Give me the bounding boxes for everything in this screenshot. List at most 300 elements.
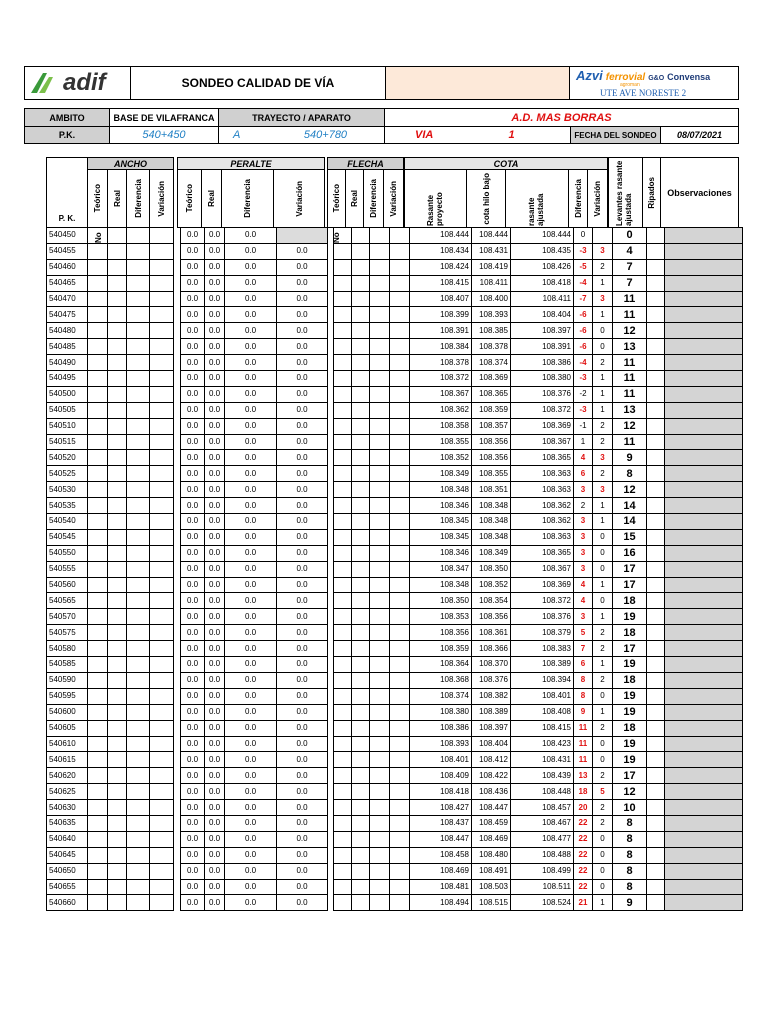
levantes-cell: 17 (613, 641, 647, 657)
peralte-diferencia-cell: 0.0 (225, 545, 277, 561)
peralte-diferencia-cell: 0.0 (225, 561, 277, 577)
peralte-teorico-cell: 0.0 (181, 720, 205, 736)
flecha-diferencia-cell (370, 434, 390, 450)
flecha-real-cell (352, 752, 370, 768)
cota-variacion-cell: 3 (593, 243, 613, 259)
table-row (47, 641, 743, 657)
flecha-diferencia-cell (370, 514, 390, 530)
ancho-diferencia-cell (127, 275, 150, 291)
levantes-cell: 12 (613, 482, 647, 498)
observaciones-cell (665, 307, 743, 323)
flecha-real-cell (352, 259, 370, 275)
cota-hilo-bajo-cell: 108.356 (472, 450, 511, 466)
ancho-diferencia-cell (127, 657, 150, 673)
rasante-ajustada-cell: 108.524 (511, 895, 574, 911)
ancho-teorico-cell (88, 561, 108, 577)
fecha-label: FECHA DEL SONDEO (570, 126, 661, 144)
ancho-diferencia-cell (127, 736, 150, 752)
pk-header-label: P. K. (58, 214, 76, 223)
levantes-cell: 18 (613, 625, 647, 641)
ripados-cell (647, 879, 665, 895)
rasante-ajustada-cell: 108.363 (511, 529, 574, 545)
rasante-ajustada-cell: 108.457 (511, 800, 574, 816)
table-row (47, 275, 743, 291)
ancho-teorico-cell (88, 323, 108, 339)
ancho-real-cell (108, 831, 127, 847)
ancho-real-cell (108, 371, 127, 387)
peralte-teorico-cell: 0.0 (181, 529, 205, 545)
rasante-proyecto-cell: 108.374 (410, 688, 472, 704)
flecha-teorico-cell (334, 688, 352, 704)
cota-diferencia-cell: -6 (574, 339, 593, 355)
ancho-variacion-cell (150, 514, 174, 530)
peralte-variacion-cell: 0.0 (277, 259, 328, 275)
flecha-teorico-cell (334, 243, 352, 259)
rasante-proyecto-cell: 108.427 (410, 800, 472, 816)
observaciones-cell (665, 593, 743, 609)
pk-cell: 540460 (47, 259, 88, 275)
levantes-cell: 12 (613, 418, 647, 434)
ancho-real-cell (108, 704, 127, 720)
rasante-ajustada-cell: 108.423 (511, 736, 574, 752)
ripados-cell (647, 657, 665, 673)
peralte-real-cell: 0.0 (205, 561, 225, 577)
rasante-proyecto-cell: 108.494 (410, 895, 472, 911)
peralte-diferencia-cell: 0.0 (225, 386, 277, 402)
pk-cell: 540530 (47, 482, 88, 498)
ripados-cell (647, 625, 665, 641)
flecha-diferencia-cell (370, 609, 390, 625)
ancho-variacion-cell (150, 657, 174, 673)
ancho-real-cell (108, 275, 127, 291)
peralte-diferencia-cell: 0.0 (225, 529, 277, 545)
ripados-cell (647, 831, 665, 847)
peralte-variacion-cell: 0.0 (277, 641, 328, 657)
ancho-real-cell (108, 895, 127, 911)
ancho-teorico-cell (88, 466, 108, 482)
pk-cell: 540465 (47, 275, 88, 291)
ripados-cell (647, 259, 665, 275)
cota-diferencia-cell: 6 (574, 466, 593, 482)
pk-cell: 540585 (47, 657, 88, 673)
rasante-proyecto-cell: 108.368 (410, 672, 472, 688)
table-row (47, 371, 743, 387)
peralte-real-cell: 0.0 (205, 657, 225, 673)
cota-hilo-bajo-cell: 108.352 (472, 577, 511, 593)
pk-to: 540+780 (267, 126, 385, 144)
ripados-cell (647, 514, 665, 530)
rasante-proyecto-cell: 108.372 (410, 371, 472, 387)
levantes-cell: 17 (613, 561, 647, 577)
table-row (47, 625, 743, 641)
cota-hilo-bajo-cell: 108.348 (472, 514, 511, 530)
peralte-diferencia-cell: 0.0 (225, 657, 277, 673)
peralte-variacion-cell: 0.0 (277, 386, 328, 402)
peralte-real-cell: 0.0 (205, 402, 225, 418)
gap-cell (174, 720, 181, 736)
peralte-variacion-cell: 0.0 (277, 863, 328, 879)
cota-hilo-bajo-cell: 108.369 (472, 371, 511, 387)
gap-cell (174, 752, 181, 768)
peralte-real-cell: 0.0 (205, 863, 225, 879)
ferrovial-logo: ferrovial (605, 72, 646, 83)
peralte-diferencia-cell: 0.0 (225, 275, 277, 291)
ripados-cell (647, 291, 665, 307)
peralte-real-cell: 0.0 (205, 752, 225, 768)
flecha-real-cell (352, 625, 370, 641)
gap-cell (174, 434, 181, 450)
ancho-variacion-cell (150, 498, 174, 514)
hdr-levantes: Levantes rasante ajustada (608, 157, 643, 228)
peralte-variacion-cell: 0.0 (277, 355, 328, 371)
observaciones-cell (665, 339, 743, 355)
peralte-teorico-cell: 0.0 (181, 704, 205, 720)
ancho-real-cell (108, 688, 127, 704)
cota-hilo-bajo-cell: 108.436 (472, 784, 511, 800)
rasante-proyecto-cell: 108.353 (410, 609, 472, 625)
peralte-real-cell: 0.0 (205, 323, 225, 339)
table-row (47, 704, 743, 720)
rasante-ajustada-cell: 108.376 (511, 386, 574, 402)
table-row (47, 831, 743, 847)
flecha-teorico-cell (334, 720, 352, 736)
cota-hilo-bajo-cell: 108.350 (472, 561, 511, 577)
peralte-diferencia-cell: 0.0 (225, 688, 277, 704)
ancho-variacion-cell (150, 609, 174, 625)
hdr-flecha-teorico: Teórico (327, 169, 346, 228)
ripados-cell (647, 275, 665, 291)
ancho-variacion-cell (150, 863, 174, 879)
flecha-variacion-cell (390, 831, 410, 847)
flecha-real-cell (352, 466, 370, 482)
cota-diferencia-cell: 11 (574, 736, 593, 752)
ancho-teorico-cell (88, 879, 108, 895)
flecha-variacion-cell (390, 720, 410, 736)
flecha-teorico-cell (334, 561, 352, 577)
peralte-real-cell: 0.0 (205, 704, 225, 720)
pk-cell: 540455 (47, 243, 88, 259)
flecha-real-cell (352, 879, 370, 895)
table-row (47, 434, 743, 450)
cota-diferencia-cell: -4 (574, 275, 593, 291)
rasante-proyecto-cell: 108.399 (410, 307, 472, 323)
pk-header (46, 157, 88, 228)
peralte-teorico-cell: 0.0 (181, 545, 205, 561)
flecha-real-cell (352, 291, 370, 307)
flecha-diferencia-cell (370, 847, 390, 863)
cota-diferencia-cell: 4 (574, 450, 593, 466)
cota-hilo-bajo-cell: 108.447 (472, 800, 511, 816)
cota-diferencia-cell: 2 (574, 498, 593, 514)
gap-cell (174, 339, 181, 355)
observaciones-cell (665, 879, 743, 895)
ancho-variacion-cell (150, 704, 174, 720)
flecha-diferencia-cell (370, 784, 390, 800)
ancho-variacion-cell (150, 355, 174, 371)
flecha-teorico-cell (334, 831, 352, 847)
ripados-cell (647, 529, 665, 545)
observaciones-cell (665, 291, 743, 307)
cota-variacion-cell: 0 (593, 339, 613, 355)
rasante-ajustada-cell: 108.363 (511, 466, 574, 482)
ancho-teorico-cell (88, 657, 108, 673)
cota-diferencia-cell: 7 (574, 641, 593, 657)
rasante-ajustada-cell: 108.383 (511, 641, 574, 657)
peralte-teorico-cell: 0.0 (181, 291, 205, 307)
pk-cell: 540575 (47, 625, 88, 641)
peralte-variacion-cell: 0.0 (277, 291, 328, 307)
flecha-diferencia-cell (370, 752, 390, 768)
ancho-real-cell (108, 736, 127, 752)
flecha-real-cell (352, 704, 370, 720)
ancho-teorico-cell (88, 784, 108, 800)
peralte-real-cell: 0.0 (205, 275, 225, 291)
table-row (47, 339, 743, 355)
ancho-diferencia-cell (127, 752, 150, 768)
page-title: SONDEO CALIDAD DE VÍA (130, 66, 386, 100)
ancho-diferencia-cell (127, 371, 150, 387)
gap-cell (174, 323, 181, 339)
group-ancho: ANCHO (87, 157, 174, 170)
gap-cell (174, 371, 181, 387)
gap-cell (174, 625, 181, 641)
via-label: VIA (384, 126, 454, 144)
gap-cell (174, 466, 181, 482)
ancho-real-cell (108, 291, 127, 307)
flecha-teorico-cell (334, 545, 352, 561)
ripados-cell (647, 402, 665, 418)
flecha-diferencia-cell (370, 291, 390, 307)
flecha-variacion-cell (390, 577, 410, 593)
table-row (47, 482, 743, 498)
cota-hilo-bajo-cell: 108.385 (472, 323, 511, 339)
flecha-real-cell (352, 307, 370, 323)
ripados-cell (647, 466, 665, 482)
flecha-variacion-cell (390, 863, 410, 879)
hdr-peralte-real: Real (201, 169, 222, 228)
levantes-cell: 14 (613, 498, 647, 514)
rasante-ajustada-cell: 108.439 (511, 768, 574, 784)
ancho-variacion-cell (150, 339, 174, 355)
cota-variacion-cell: 2 (593, 800, 613, 816)
flecha-variacion-cell (390, 243, 410, 259)
levantes-cell: 15 (613, 529, 647, 545)
cota-diferencia-cell: 8 (574, 688, 593, 704)
pk-cell: 540480 (47, 323, 88, 339)
rasante-ajustada-cell: 108.394 (511, 672, 574, 688)
ancho-diferencia-cell (127, 243, 150, 259)
ancho-teorico-cell (88, 736, 108, 752)
cota-variacion-cell: 0 (593, 561, 613, 577)
ancho-real-cell (108, 402, 127, 418)
flecha-teorico-cell (334, 736, 352, 752)
ripados-cell (647, 815, 665, 831)
peralte-teorico-cell: 0.0 (181, 466, 205, 482)
cota-diferencia-cell: 11 (574, 752, 593, 768)
cota-hilo-bajo-cell: 108.359 (472, 402, 511, 418)
gap-cell (174, 704, 181, 720)
peralte-variacion-cell: 0.0 (277, 657, 328, 673)
flecha-variacion-cell (390, 625, 410, 641)
ancho-real-cell (108, 768, 127, 784)
pk-label: P.K. (24, 126, 110, 144)
gap-cell (174, 863, 181, 879)
flecha-diferencia-cell (370, 593, 390, 609)
rasante-ajustada-cell: 108.362 (511, 498, 574, 514)
rasante-ajustada-cell: 108.367 (511, 434, 574, 450)
flecha-real-cell (352, 386, 370, 402)
flecha-diferencia-cell (370, 386, 390, 402)
rasante-proyecto-cell: 108.356 (410, 625, 472, 641)
levantes-cell: 8 (613, 879, 647, 895)
peralte-teorico-cell: 0.0 (181, 657, 205, 673)
rasante-ajustada-cell: 108.365 (511, 545, 574, 561)
rasante-proyecto-cell: 108.384 (410, 339, 472, 355)
peralte-diferencia-cell: 0.0 (225, 752, 277, 768)
peralte-teorico-cell: 0.0 (181, 339, 205, 355)
ripados-cell (647, 768, 665, 784)
peralte-variacion-cell: 0.0 (277, 736, 328, 752)
logo-box (24, 66, 131, 100)
peralte-teorico-cell: 0.0 (181, 593, 205, 609)
flecha-real-cell (352, 514, 370, 530)
levantes-cell: 8 (613, 466, 647, 482)
group-cota: COTA (404, 157, 608, 170)
adif-logo-text: adif (63, 69, 106, 96)
flecha-real-cell (352, 561, 370, 577)
gap-cell (174, 831, 181, 847)
ancho-diferencia-cell (127, 720, 150, 736)
table-row (47, 307, 743, 323)
cota-variacion-cell: 1 (593, 307, 613, 323)
observaciones-cell (665, 641, 743, 657)
table-row (47, 228, 743, 244)
peralte-real-cell: 0.0 (205, 577, 225, 593)
ancho-teorico-cell (88, 815, 108, 831)
observaciones-cell (665, 768, 743, 784)
ripados-cell (647, 672, 665, 688)
pk-cell: 540500 (47, 386, 88, 402)
levantes-cell: 4 (613, 243, 647, 259)
peralte-real-cell: 0.0 (205, 879, 225, 895)
ancho-teorico-cell (88, 545, 108, 561)
peralte-teorico-cell: 0.0 (181, 402, 205, 418)
cota-diferencia-cell: 3 (574, 482, 593, 498)
flecha-teorico-cell (334, 657, 352, 673)
cota-variacion-cell: 2 (593, 815, 613, 831)
levantes-cell: 11 (613, 307, 647, 323)
ripados-cell (647, 895, 665, 911)
levantes-cell: 12 (613, 784, 647, 800)
peralte-diferencia-cell: 0.0 (225, 800, 277, 816)
cota-variacion-cell: 1 (593, 577, 613, 593)
hdr-ripados: Ripados (642, 157, 661, 228)
ripados-cell (647, 307, 665, 323)
pk-cell: 540600 (47, 704, 88, 720)
levantes-cell: 8 (613, 831, 647, 847)
peralte-real-cell: 0.0 (205, 355, 225, 371)
flecha-real-cell (352, 688, 370, 704)
cota-variacion-cell: 2 (593, 625, 613, 641)
ancho-real-cell (108, 434, 127, 450)
cota-hilo-bajo-cell: 108.357 (472, 418, 511, 434)
cota-variacion-cell: 3 (593, 482, 613, 498)
gap-cell (174, 577, 181, 593)
flecha-diferencia-cell (370, 243, 390, 259)
flecha-variacion-cell (390, 228, 410, 244)
flecha-variacion-cell (390, 498, 410, 514)
peralte-variacion-cell: 0.0 (277, 831, 328, 847)
ancho-variacion-cell (150, 402, 174, 418)
observaciones-cell (665, 831, 743, 847)
ancho-diferencia-cell (127, 514, 150, 530)
gap-cell (174, 641, 181, 657)
ancho-diferencia-cell (127, 386, 150, 402)
ancho-variacion-cell (150, 561, 174, 577)
rasante-ajustada-cell: 108.367 (511, 561, 574, 577)
signature-box (385, 66, 570, 100)
flecha-real-cell (352, 736, 370, 752)
levantes-cell: 12 (613, 323, 647, 339)
observaciones-cell (665, 418, 743, 434)
cota-variacion-cell: 1 (593, 498, 613, 514)
levantes-cell: 0 (613, 228, 647, 244)
observaciones-cell (665, 482, 743, 498)
ancho-variacion-cell (150, 275, 174, 291)
flecha-variacion-cell (390, 752, 410, 768)
peralte-diferencia-cell: 0.0 (225, 371, 277, 387)
rasante-ajustada-cell: 108.477 (511, 831, 574, 847)
peralte-diferencia-cell: 0.0 (225, 339, 277, 355)
flecha-diferencia-cell (370, 482, 390, 498)
ancho-teorico-cell (88, 720, 108, 736)
cota-hilo-bajo-cell: 108.480 (472, 847, 511, 863)
peralte-variacion-cell: 0.0 (277, 339, 328, 355)
cota-variacion-cell: 2 (593, 768, 613, 784)
pk-cell: 540650 (47, 863, 88, 879)
rasante-proyecto-cell: 108.424 (410, 259, 472, 275)
rasante-ajustada-cell: 108.363 (511, 482, 574, 498)
cota-diferencia-cell: 21 (574, 895, 593, 911)
observaciones-cell (665, 323, 743, 339)
partner-logo (569, 66, 739, 100)
flecha-diferencia-cell (370, 863, 390, 879)
cota-hilo-bajo-cell: 108.378 (472, 339, 511, 355)
peralte-teorico-cell: 0.0 (181, 371, 205, 387)
peralte-variacion-cell: 0.0 (277, 323, 328, 339)
ancho-teorico-cell (88, 863, 108, 879)
pk-cell: 540645 (47, 847, 88, 863)
flecha-variacion-cell (390, 736, 410, 752)
ancho-real-cell (108, 529, 127, 545)
rasante-ajustada-cell: 108.511 (511, 879, 574, 895)
peralte-diferencia-cell: 0.0 (225, 514, 277, 530)
peralte-diferencia-cell: 0.0 (225, 482, 277, 498)
peralte-teorico-cell: 0.0 (181, 863, 205, 879)
trayecto-value: A.D. MAS BORRAS (384, 108, 739, 127)
pk-cell: 540475 (47, 307, 88, 323)
pk-cell: 540520 (47, 450, 88, 466)
flecha-diferencia-cell (370, 895, 390, 911)
ancho-teorico-cell (88, 450, 108, 466)
flecha-teorico-cell (334, 800, 352, 816)
group-peralte: PERALTE (177, 157, 325, 170)
flecha-diferencia-cell (370, 720, 390, 736)
rasante-proyecto-cell: 108.391 (410, 323, 472, 339)
cota-hilo-bajo-cell: 108.469 (472, 831, 511, 847)
hdr-flecha-diferencia: Diferencia (363, 169, 384, 228)
cota-variacion-cell: 0 (593, 529, 613, 545)
